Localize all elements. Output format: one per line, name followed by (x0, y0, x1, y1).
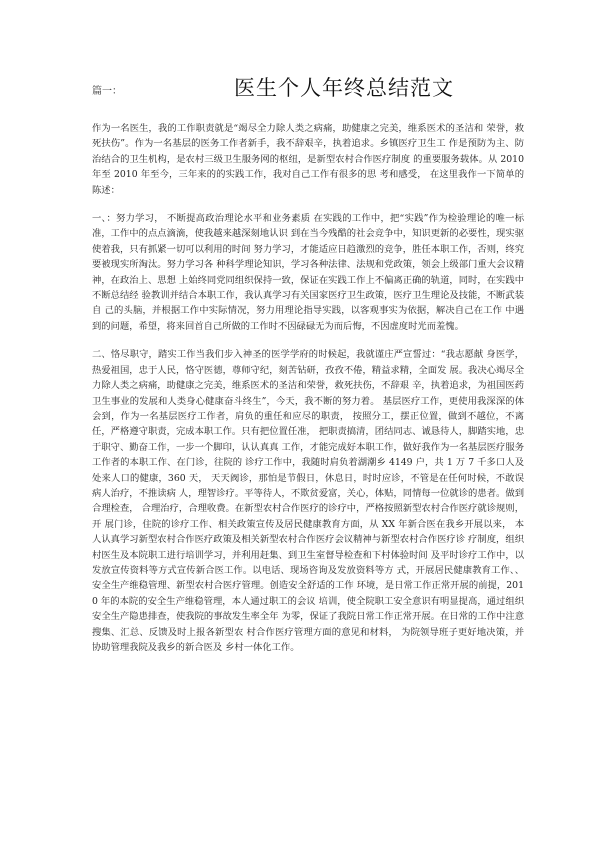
section-label: 篇一： (92, 86, 122, 97)
paragraph-duty: 二、恪尽职守，踏实工作当我们步入神圣的医学学府的时候起，我就谨庄严宣誓过：“我志愿献 身医学，热爱祖国，忠于人民，恪守医德，尊师守纪，刻苦钻研，孜孜不倦，精益求精，全面发 展。我决心竭尽全力除人类之病痛，助健康之完美，维系医术的圣洁和荣誉，救死扶伤，不辞艰 辛，执着追求，为祖国医药卫生事业的发展和人类身心健康奋斗终生”，今天，我不断的努力着。 基层医疗工作，更使用我深深的体会到，作为一名基层医疗工作者，肩负的重任和应尽的职责， 按照分工，摆正位置，做到不越位，不离任，严格遵守职责，完成本职工作。只有把位置任准， 把职责搞清，团结同志、诚恳待人，脚踏实地，忠于职守、勤奋工作，一步一个脚印，认认真真 工作，才能完成好本职工作，做好我作为一名基层医疗服务工作者的本职工作、在门诊，往院的 诊疗工作中，我随时肩负着湖潮乡 4149 户，共 1 万 7 千多口人及处来人口的健康，360 天， 天天阀诊，那怕是节假日，休息日，时时应诊，不管是在任何时候，不敢误病人治疗，不推读病 人，理智诊疗。平等待人，不欺贫爱富，关心，体贴，同情每一位就诊的患者。做到合理检查， 合理治疗，合理收费。在新型农村合作医疗的诊疗中，严格按照新型农村合作医疗就诊规则，开 展门诊，住院的诊疗工作、相关政策宣传及居民健康教育方面，从 XX 年新合医在我乡开展以来， 本人认真学习新型农村合作医疗政策及相关新型农村合作医疗会议精神与新型农村合作医疗诊 疗制度，组织村医生及本院职工进行培训学习，并利用赶集、到卫生室督导检查和下村体验时间 及平时诊疗工作中，以发放宣传资料等方式宣传新合医工作。以电话、现场咨询及发放资料等方 式，开展居民健康教育工作、、安全生产维稳管理、新型农村合医疗管理。创造安全舒适的工作 环境，是日常工作正常开展的前提，2010 年的本院的安全生产维稳管理，本人通过职工的会议 培训，使全院职工安全意识有明显提高，通过组织安全生产隐患排查，使我院的事故发生率全年 为零，保证了我院日常工作正常开展。在日常的工作中注意搜集、汇总、反馈及时上报各新型农 村合作医疗管理方面的意见和材料， 为院领导班子更好地决策，并协助管理我院及我乡的新合医及 乡村一体化工作。 (92, 349, 524, 653)
document-body (92, 121, 524, 668)
paragraph-intro: 作为一名医生，我的工作职责就是“竭尽全力除人类之病痛，助健康之完美，维系医术的圣洁和 荣誉，救死扶伤”。作为一名基层的医务工作者新手，我不辞艰辛，执着追求。乡镇医疗卫生工 作是预防为主、防治结合的卫生机构，是农村三级卫生服务网的枢纽，是新型农村合作医疗制度 的重要服务载体。从 2010 年至 2010 年至今，三年来的的实践工作，我对自己工作有很多的思 考和感受， 在这里我作一下简单的陈述： (92, 123, 524, 196)
document-title: 医生个人年终总结范文 (234, 76, 454, 100)
paragraph-study: 一、：努力学习， 不断提高政治理论水平和业务素质 在实践的工作中，把“实践”作为检验理论的唯一标准，工作中的点点滴滴，使我越来越深刻地认识 到在当今残酷的社会竞争中，知识更新的必要性，现实驱使着我，只有抓紧一切可以利用的时间 努力学习，才能适应日趋激烈的竞争，胜任本职工作，否则，终究要被现实所淘汰。努力学习各 种科学理论知识，学习各种法律、法规和党政策，领会上级部门重大会议精神，在政治上、思想 上始终同党同组织保持一致，保证在实践工作上不偏离正确的轨道，同时，在实践中不断总结经 验教训并结合本职工作，我认真学习有关国家医疗卫生政策，医疗卫生理论及技能，不断武装自 己的头脑，并根据工作中实际情况，努力用理论指导实践，以客观事实为依据，解决自己在工作 中遇到的问题，希望，将来回首自己所做的工作时不因碌碌无为而后悔，不因虚度时光而羞愧。 (92, 213, 524, 332)
document-header (92, 74, 552, 104)
